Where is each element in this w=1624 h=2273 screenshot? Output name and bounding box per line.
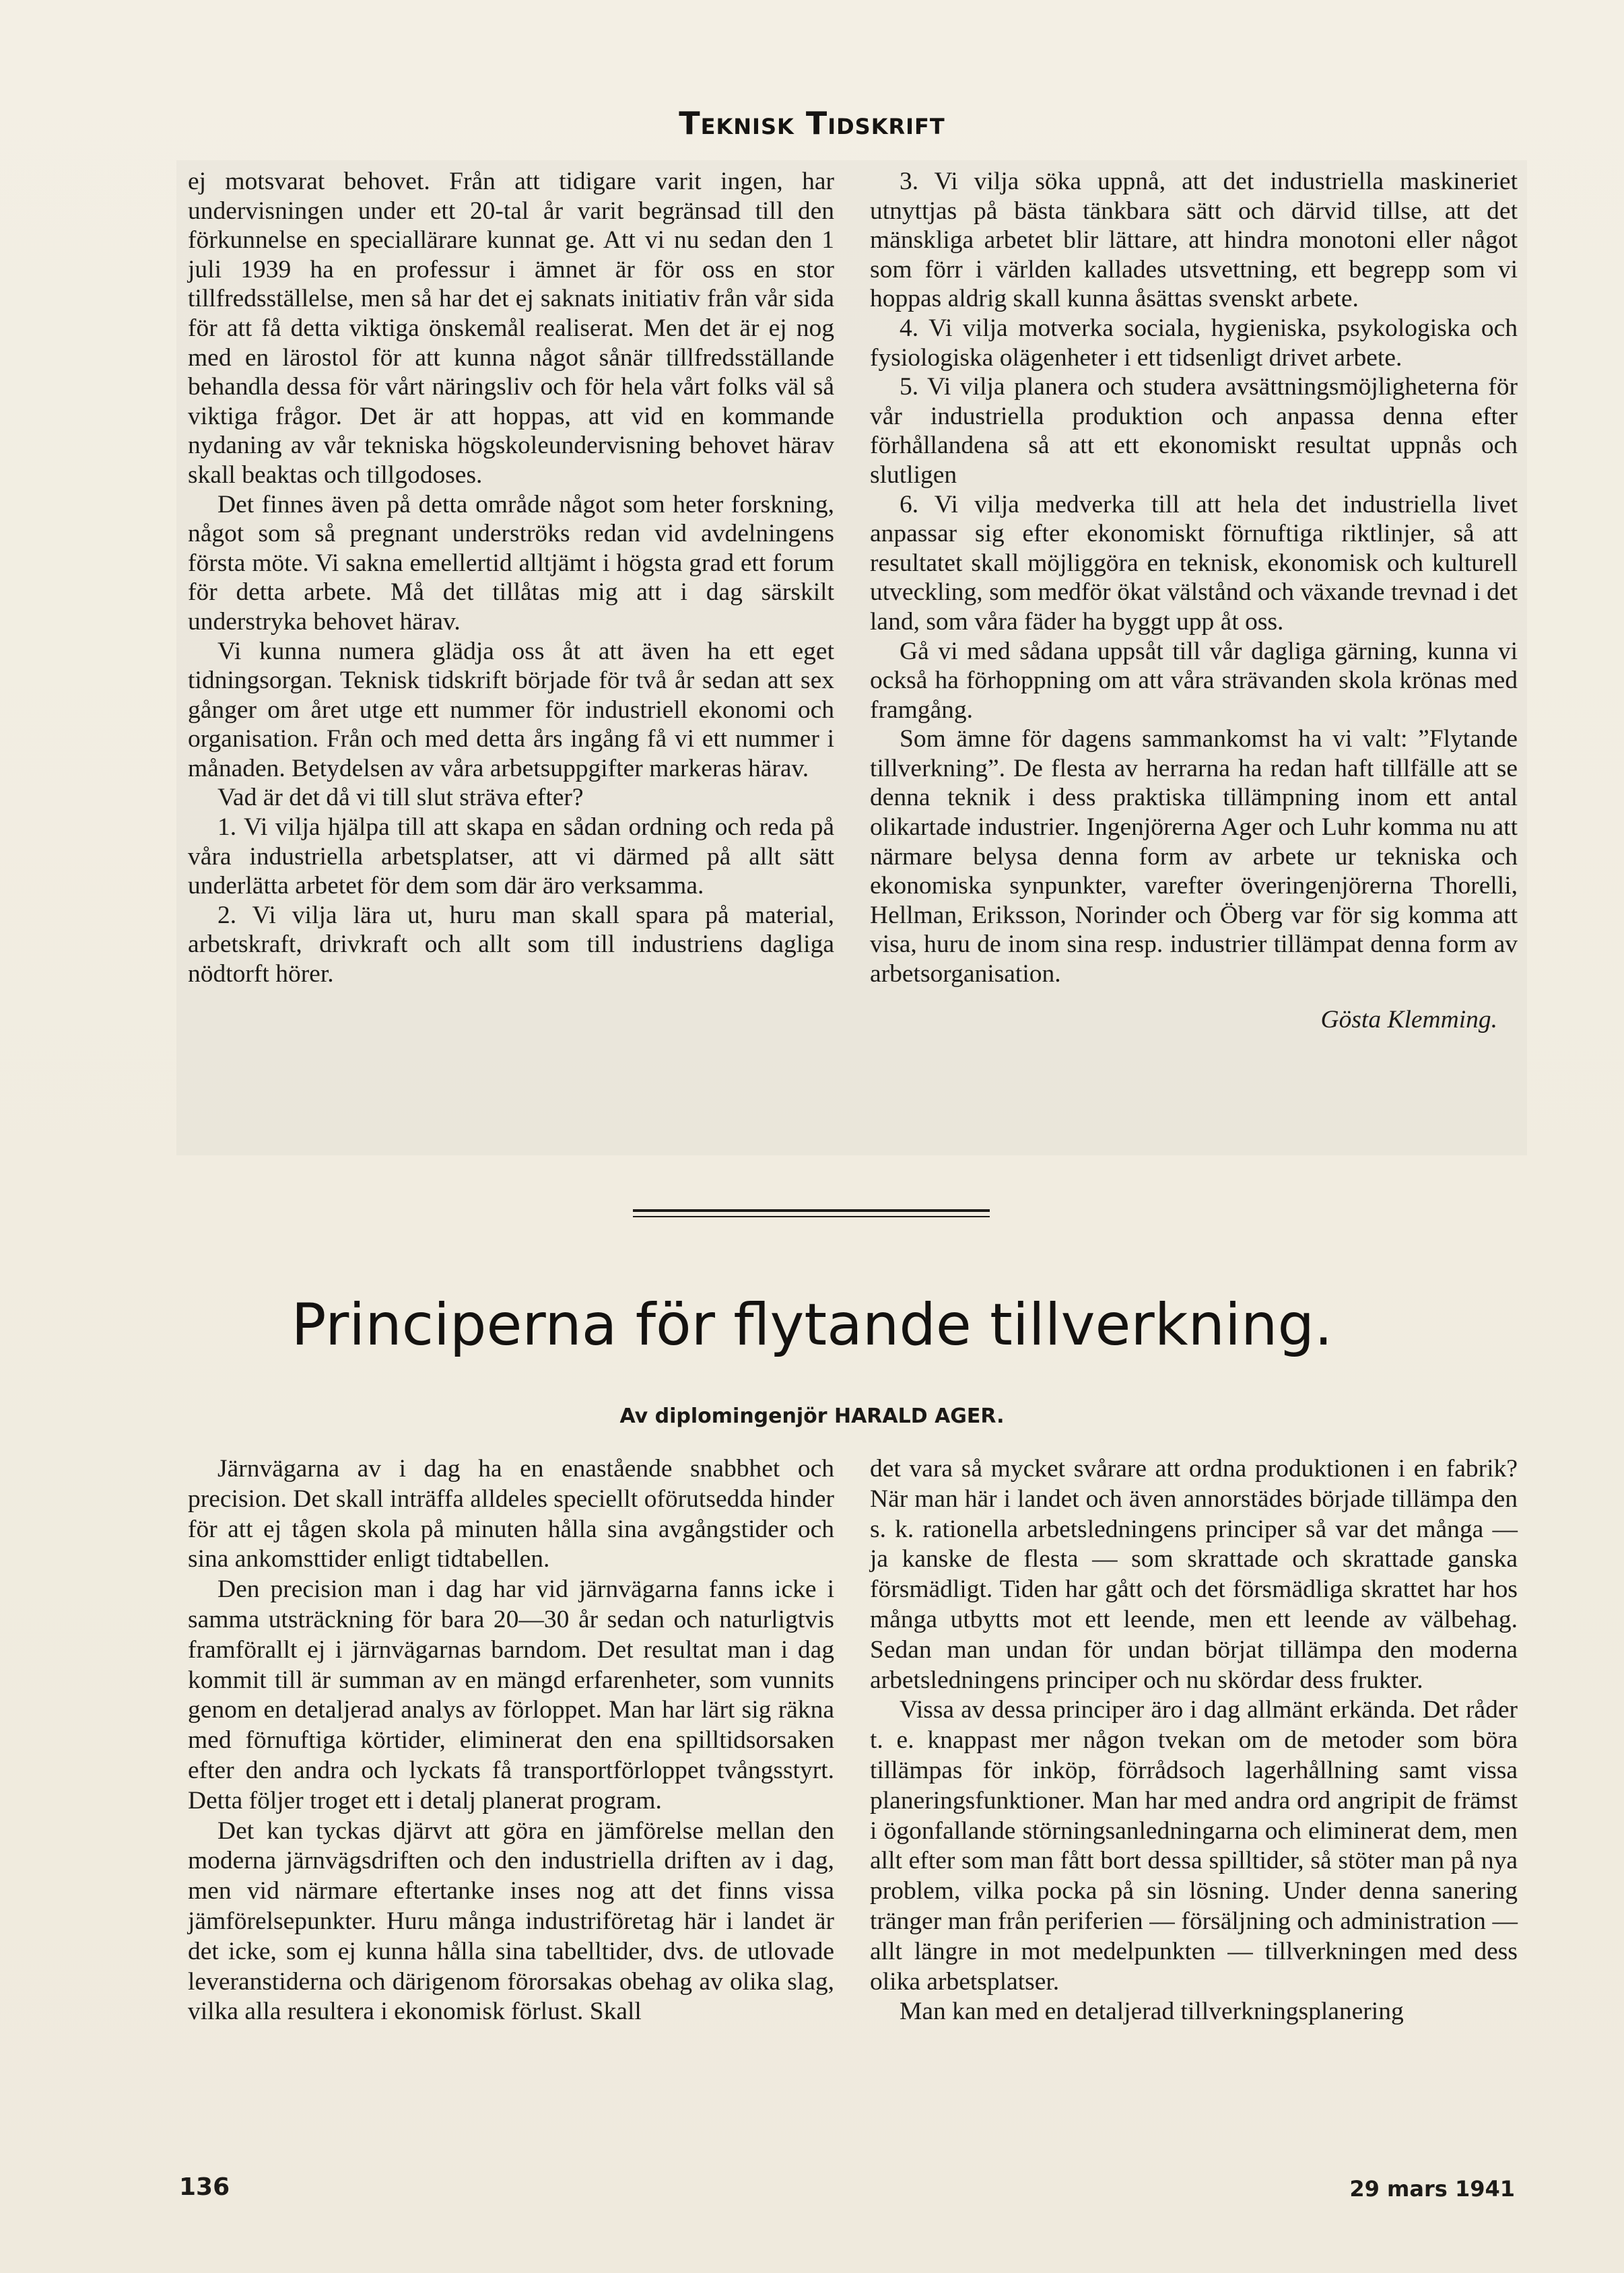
section-divider-thin [633,1216,990,1217]
paragraph: Järnvägarna av i dag ha en enastående snabbhet och precision. Det skall inträffa alldeles speciellt oförutsedda hinder för att ej tågen skola på minuten hålla sina avgångstider och sina ankomsttider enligt tidtabellen. [188,1455,834,1573]
signature: Gösta Klemming. [1320,1005,1497,1033]
paragraph: Den precision man i dag har vid järnvägarna fanns icke i samma utsträckning för bara 20—30 år sedan och naturligtvis framförallt ej i järnvägarnas barndom. Det resultat man i dag kommit till är summan av en mängd erfarenheter, som vunnits genom en detaljerad analys av förloppet. Man har lärt sig räkna med förnuftiga körtider, eliminerat den ena spilltidsorsaken efter den andra och lyckats få transportförloppet tvångsstyrt. Detta följer troget ett i detalj planerat program. [188,1575,834,1814]
paragraph: 5. Vi vilja planera och studera avsättningsmöjligheterna för vår industriella produktion och anpassa denna efter förhållandena så att ett ekonomiskt resultat uppnås och slutligen [870,373,1518,489]
paragraph: 1. Vi vilja hjälpa till att skapa en sådan ordning och reda på våra industriella arbetsplatser, att vi därmed på allt sätt underlätta arbetet för dem som där äro verksamma. [188,813,834,900]
paragraph: 4. Vi vilja motverka sociala, hygieniska, psykologiska och fysiologiska olägenheter i ett tidsenligt drivet arbete. [870,314,1518,372]
paragraph: Gå vi med sådana uppsåt till vår dagliga gärning, kunna vi också ha förhoppning om att våra strävanden skola krönas med framgång. [870,637,1518,724]
paragraph: 6. Vi vilja medverka till att hela det industriella livet anpassar sig efter ekonomiskt förnuftiga riktlinjer, så att resultatet skall möjliggöra en teknisk, ekonomisk och kulturell utveckling, som medför ökat välstånd och växande trevnad i det land, som våra fäder ha byggt upp åt oss. [870,490,1518,636]
paragraph: det vara så mycket svårare att ordna produktionen i en fabrik? När man här i landet och även annorstädes började tillämpa den s. k. rationella arbetsledningens principer så var det många — ja kanske de flesta — som skrattade och skrattade ganska försmädligt. Tiden har gått och det försmädliga skrattet har hos många utbytts mot ett leende, men ett leende av välbehag. Sedan man undan för undan börjat tillämpa den moderna arbetsledningens principer och nu skördar dess frukter. [870,1455,1518,1694]
issue-date: 29 mars 1941 [1349,2176,1515,2202]
paragraph: Det finnes även på detta område något som heter forskning, något som så pregnant underströks redan vid avdelningens första möte. Vi sakna emellertid alltjämt i högsta grad ett forum för detta arbete. Må det tillåtas mig att i dag särskilt understryka behovet härav. [188,490,834,636]
paragraph: Man kan med en detaljerad tillverkningsplanering [900,1998,1404,2026]
journal-header: Teknisk Tidskrift [679,105,945,141]
page-number: 136 [179,2173,230,2201]
paragraph: Det kan tyckas djärvt att göra en jämförelse mellan den moderna järnvägsdriften och den industriella driften av i dag, men vid närmare eftertanke inses nog att det finns vissa jämförelsepunkter. Huru många industriföretag här i landet är det icke, som ej kunna hålla sina tabelltider, dvs. de utlovade leveranstiderna och därigenom förorsakas obehag av olika slag, vilka alla resultera i ekonomisk förlust. Skall [188,1817,834,2026]
paragraph: 3. Vi vilja söka uppnå, att det industriella maskineriet utnyttjas på bästa tänkbara sätt och därvid tillse, att det mänskliga arbetet blir lättare, att hindra monotoni eller något som förr i världen kallades utsvettning, ett begrepp som vi hoppas aldrig skall kunna åsättas svenskt arbete. [870,168,1518,313]
paragraph: Som ämne för dagens sammankomst ha vi valt: ”Flytande tillverkning”. De flesta av herrarna ha redan haft tillfälle att se denna teknik i dess praktiska tillämpning inom ett antal olikartade industrier. Ingenjörerna Ager och Luhr komma nu att närmare belysa denna form av arbete ur tekniska och ekonomiska synpunkter, varefter överingenjörerna Thorelli, Hellman, Eriksson, Norinder och Öberg var för sig komma att visa, huru de inom sina resp. industrier tillämpat denna form av arbetsorganisation. [870,725,1518,988]
section-divider [633,1209,990,1212]
paragraph: Vad är det då vi till slut sträva efter? [217,784,584,812]
lower-right-column [870,1454,1518,2027]
paragraph: Vissa av dessa principer äro i dag allmänt erkända. Det råder t. e. knappast mer någon tvekan om de metoder som böra tillämpas för inköp, förrådsoch lagerhållning samt vissa planeringsfunktioner. Man har med andra ord angripit de främst i ögonfallande störningsanledningarna och eliminerat dem, men allt efter som man fått bort dessa spilltider, så stöter man på nya problem, vilka pocka på sin lösning. Under denna sanering tränger man från periferien — försäljning och administration — allt längre in mot medelpunkten — tillverkningen med dess olika arbetsplatser. [870,1696,1518,1996]
article-title: Principerna för flytande tillverkning. [291,1291,1333,1359]
paragraph: 2. Vi vilja lära ut, huru man skall spara på material, arbetskraft, drivkraft och allt som till industriens dagliga nödtorft hörer. [188,901,834,988]
paragraph: ej motsvarat behovet. Från att tidigare varit ingen, har undervisningen under ett 20-tal år varit begränsad till den förkunnelse en speciallärare kunnat ge. Att vi nu sedan den 1 juli 1939 ha en professur i ämnet är för oss en stor tillfredsställelse, men så har det ej saknats initiativ från vår sida för att få detta viktiga önskemål realiserat. Men det är ej nog med en lärostol för att kunna något sånär tillfredsställande behandla dessa för vårt näringsliv och för hela vårt folks väl så viktiga frågor. Det är att hoppas, att vid en kommande nydaning av vår tekniska högskoleundervisning behovet härav skall beaktas och tillgodoses. [188,168,834,489]
lower-left-column [188,1454,834,2027]
upper-right-column [870,167,1518,1034]
article-byline: Av diplomingenjör HARALD AGER. [619,1404,1005,1428]
paragraph: Vi kunna numera glädja oss åt att även ha ett eget tidningsorgan. Teknisk tidskrift började för två år sedan att sex gånger om året utge ett nummer för industriell ekonomi och organisation. Från och med detta års ingång få vi ett nummer i månaden. Betydelsen av våra arbetsuppgifter markeras härav. [188,637,834,782]
upper-left-column [188,167,834,989]
